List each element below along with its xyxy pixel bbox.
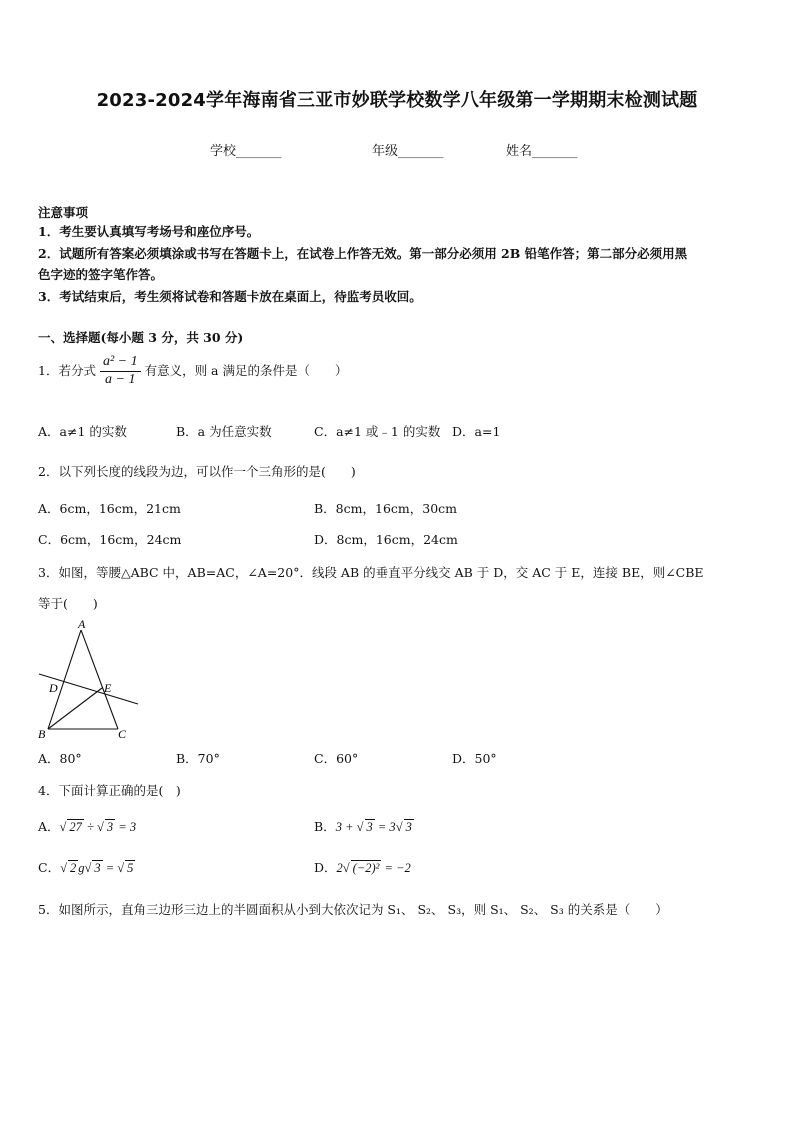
q3-option-b: B．70° — [176, 751, 220, 766]
notice-item: 2．试题所有答案必须填涂或书写在答题卡上，在试卷上作答无效。第一部分必须用 2B 铅笔作答；第二部分必须用黑 — [38, 246, 688, 261]
q4-c-radicand-3: 5 — [127, 861, 134, 875]
page-title: 2023-2024学年海南省三亚市妙联学校数学八年级第一学期期末检测试题 — [96, 90, 698, 111]
q4-a-radicand-2: 3 — [106, 820, 114, 834]
q4-option-c-label: C． — [38, 860, 61, 875]
q1-denominator: a − 1 — [105, 371, 136, 387]
q1-suffix: 有意义，则 a 满足的条件是（ ） — [144, 362, 348, 378]
q4-option-c: C．√ 2 g√ 3 = √ 5 — [38, 860, 134, 875]
q3-option-a: A．80° — [38, 751, 82, 766]
q2-option-c: C．6cm，16cm，24cm — [38, 532, 182, 547]
q4-option-d: D．2√ (−2)² = −2 — [314, 860, 411, 875]
q3-option-d: D．50° — [452, 751, 497, 766]
label-e: E — [104, 681, 112, 695]
q4-c-mid: = — [102, 861, 118, 875]
notice-item: 色字迹的签字笔作答。 — [38, 267, 164, 282]
q4-option-b-label: B． — [314, 819, 336, 834]
q4-d-rest: = −2 — [381, 861, 411, 875]
q4-c-radicand-1: 2 — [69, 861, 77, 875]
notice-heading: 注意事项 — [38, 205, 89, 220]
q4-a-rest: = 3 — [115, 820, 137, 834]
q2-option-d: D．8cm，16cm，24cm — [314, 532, 458, 547]
notice-item: 3．考试结束后，考生须将试卷和答题卡放在桌面上，待监考员收回。 — [38, 289, 422, 304]
q4-a-op: ÷ — [83, 820, 98, 834]
side-ac — [81, 630, 118, 729]
question-5: 5．如图所示，直角三边形三边上的半圆面积从小到大依次记为 S₁、 S₂、 S₃，则 S₁、 S₂、 S₃ 的关系是（ ） — [38, 902, 668, 917]
q4-b-pre: 3 + — [335, 820, 357, 834]
q1-option-d: D．a=1 — [452, 424, 501, 439]
side-ab — [48, 630, 81, 729]
notice-item: 1．考生要认真填写考场号和座位序号。 — [38, 224, 260, 239]
question-3: 3．如图，等腰△ABC 中，AB=AC，∠A=20°．线段 AB 的垂直平分线交 AB 于 D，交 AC 于 E，连接 BE，则∠CBE — [38, 565, 704, 580]
section-heading: 一、选择题(每小题 3 分，共 30 分) — [38, 330, 244, 345]
q4-option-a: A．√ 27 ÷ √ 3 = 3 — [38, 819, 137, 834]
triangle-figure — [34, 616, 146, 742]
school-field: 学校_______ — [210, 144, 282, 159]
q1-option-c: C．a≠1 或﹣1 的实数 — [314, 424, 441, 439]
grade-field: 年级_______ — [372, 144, 444, 159]
question-1 — [38, 354, 347, 389]
q4-b-radicand-1: 3 — [366, 820, 373, 834]
label-c: C — [118, 727, 127, 741]
q4-b-mid: = 3 — [374, 820, 396, 834]
q2-option-b: B．8cm，16cm，30cm — [314, 501, 458, 516]
question-3-cont: 等于( ) — [38, 596, 98, 611]
q4-d-radicand: (−2)² — [352, 861, 380, 875]
q1-fraction — [100, 354, 141, 389]
q2-option-a: A．6cm，16cm，21cm — [38, 501, 181, 516]
question-2: 2．以下列长度的线段为边，可以作一个三角形的是( ) — [38, 464, 356, 479]
label-b: B — [38, 727, 46, 741]
label-d: D — [49, 681, 58, 695]
q4-option-b: B．3 + √ 3 = 3√ 3 — [314, 819, 412, 834]
q1-option-a: A．a≠1 的实数 — [38, 424, 127, 439]
name-field: 姓名_______ — [506, 144, 578, 159]
q4-option-a-label: A． — [38, 819, 60, 834]
q3-option-c: C．60° — [314, 751, 359, 766]
q4-d-pre: 2 — [336, 861, 343, 875]
q4-c-radicand-2: 3 — [94, 861, 101, 875]
q4-b-radicand-2: 3 — [405, 820, 412, 834]
q4-a-radicand-1: 27 — [69, 820, 82, 834]
q1-prefix: 1．若分式 — [38, 362, 96, 378]
q1-option-b: B．a 为任意实数 — [176, 424, 272, 439]
q4-c-g: g — [78, 861, 85, 875]
label-a: A — [78, 617, 86, 631]
q1-numerator: a² − 1 — [100, 354, 141, 372]
question-4: 4．下面计算正确的是( ) — [38, 783, 181, 798]
q4-option-d-label: D． — [314, 860, 337, 875]
